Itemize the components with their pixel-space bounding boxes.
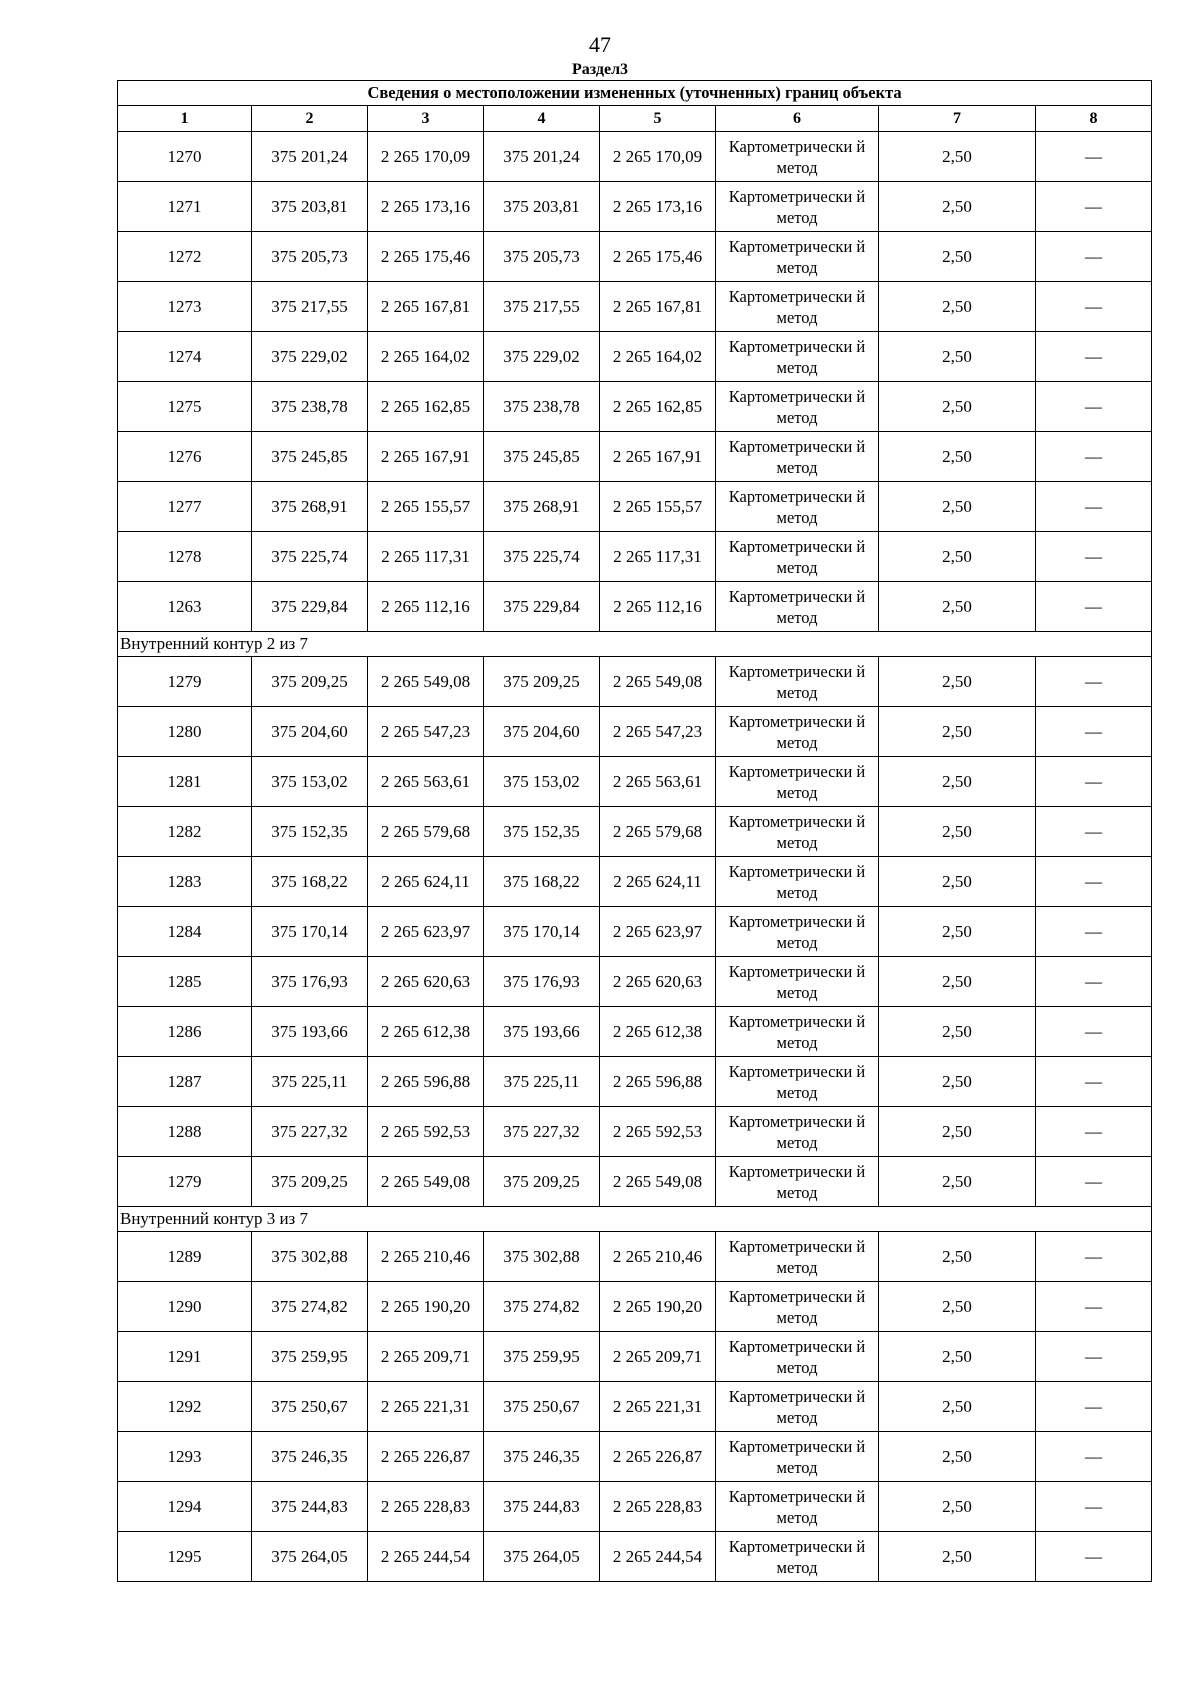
point-number-cell: 1288 xyxy=(118,1107,252,1157)
y-new-cell: 2 265 162,85 xyxy=(600,382,716,432)
table-row xyxy=(118,657,1152,707)
y-old-cell: 2 265 592,53 xyxy=(368,1107,484,1157)
method-cell: Картометрически й метод xyxy=(716,232,879,282)
point-number-cell: 1278 xyxy=(118,532,252,582)
table-caption-row xyxy=(118,81,1152,106)
method-cell: Картометрически й метод xyxy=(716,1532,879,1582)
x-new-cell: 375 217,55 xyxy=(484,282,600,332)
note-cell: — xyxy=(1036,1107,1152,1157)
table-row xyxy=(118,232,1152,282)
x-new-cell: 375 227,32 xyxy=(484,1107,600,1157)
table-row xyxy=(118,182,1152,232)
contour-group-row xyxy=(118,632,1152,657)
table-row xyxy=(118,757,1152,807)
table-row xyxy=(118,532,1152,582)
table-row xyxy=(118,857,1152,907)
x-new-cell: 375 229,02 xyxy=(484,332,600,382)
y-new-cell: 2 265 596,88 xyxy=(600,1057,716,1107)
column-number: 2 xyxy=(252,106,368,132)
point-number-cell: 1290 xyxy=(118,1282,252,1332)
accuracy-cell: 2,50 xyxy=(879,1532,1036,1582)
x-new-cell: 375 238,78 xyxy=(484,382,600,432)
method-cell: Картометрически й метод xyxy=(716,582,879,632)
table-body xyxy=(118,81,1152,1582)
y-new-cell: 2 265 173,16 xyxy=(600,182,716,232)
note-cell: — xyxy=(1036,1232,1152,1282)
accuracy-cell: 2,50 xyxy=(879,1382,1036,1432)
method-cell: Картометрически й метод xyxy=(716,907,879,957)
x-new-cell: 375 153,02 xyxy=(484,757,600,807)
note-cell: — xyxy=(1036,957,1152,1007)
x-old-cell: 375 246,35 xyxy=(252,1432,368,1482)
column-number: 8 xyxy=(1036,106,1152,132)
x-old-cell: 375 227,32 xyxy=(252,1107,368,1157)
point-number-cell: 1273 xyxy=(118,282,252,332)
accuracy-cell: 2,50 xyxy=(879,1332,1036,1382)
x-old-cell: 375 245,85 xyxy=(252,432,368,482)
y-old-cell: 2 265 612,38 xyxy=(368,1007,484,1057)
x-new-cell: 375 274,82 xyxy=(484,1282,600,1332)
accuracy-cell: 2,50 xyxy=(879,657,1036,707)
y-new-cell: 2 265 244,54 xyxy=(600,1532,716,1582)
x-old-cell: 375 268,91 xyxy=(252,482,368,532)
table-row xyxy=(118,1382,1152,1432)
method-cell: Картометрически й метод xyxy=(716,707,879,757)
x-new-cell: 375 225,11 xyxy=(484,1057,600,1107)
y-old-cell: 2 265 112,16 xyxy=(368,582,484,632)
y-new-cell: 2 265 112,16 xyxy=(600,582,716,632)
y-old-cell: 2 265 549,08 xyxy=(368,1157,484,1207)
accuracy-cell: 2,50 xyxy=(879,807,1036,857)
point-number-cell: 1272 xyxy=(118,232,252,282)
x-old-cell: 375 302,88 xyxy=(252,1232,368,1282)
note-cell: — xyxy=(1036,1382,1152,1432)
note-cell: — xyxy=(1036,232,1152,282)
contour-label: Внутренний контур 3 из 7 xyxy=(118,1207,1152,1232)
x-new-cell: 375 302,88 xyxy=(484,1232,600,1282)
y-old-cell: 2 265 117,31 xyxy=(368,532,484,582)
method-cell: Картометрически й метод xyxy=(716,1432,879,1482)
x-new-cell: 375 259,95 xyxy=(484,1332,600,1382)
x-old-cell: 375 274,82 xyxy=(252,1282,368,1332)
y-old-cell: 2 265 549,08 xyxy=(368,657,484,707)
table-row xyxy=(118,1007,1152,1057)
table-row xyxy=(118,707,1152,757)
accuracy-cell: 2,50 xyxy=(879,482,1036,532)
method-cell: Картометрически й метод xyxy=(716,432,879,482)
x-old-cell: 375 229,84 xyxy=(252,582,368,632)
note-cell: — xyxy=(1036,532,1152,582)
accuracy-cell: 2,50 xyxy=(879,232,1036,282)
method-cell: Картометрически й метод xyxy=(716,1057,879,1107)
point-number-cell: 1289 xyxy=(118,1232,252,1282)
table-row xyxy=(118,807,1152,857)
accuracy-cell: 2,50 xyxy=(879,707,1036,757)
method-cell: Картометрически й метод xyxy=(716,182,879,232)
x-old-cell: 375 204,60 xyxy=(252,707,368,757)
table-row xyxy=(118,957,1152,1007)
y-old-cell: 2 265 563,61 xyxy=(368,757,484,807)
note-cell: — xyxy=(1036,432,1152,482)
note-cell: — xyxy=(1036,582,1152,632)
note-cell: — xyxy=(1036,857,1152,907)
column-number: 7 xyxy=(879,106,1036,132)
y-new-cell: 2 265 549,08 xyxy=(600,657,716,707)
y-old-cell: 2 265 167,81 xyxy=(368,282,484,332)
note-cell: — xyxy=(1036,382,1152,432)
y-new-cell: 2 265 209,71 xyxy=(600,1332,716,1382)
point-number-cell: 1295 xyxy=(118,1532,252,1582)
note-cell: — xyxy=(1036,1007,1152,1057)
x-old-cell: 375 225,11 xyxy=(252,1057,368,1107)
y-new-cell: 2 265 175,46 xyxy=(600,232,716,282)
note-cell: — xyxy=(1036,1282,1152,1332)
x-new-cell: 375 204,60 xyxy=(484,707,600,757)
column-number: 4 xyxy=(484,106,600,132)
note-cell: — xyxy=(1036,482,1152,532)
y-new-cell: 2 265 167,91 xyxy=(600,432,716,482)
y-old-cell: 2 265 175,46 xyxy=(368,232,484,282)
point-number-cell: 1270 xyxy=(118,132,252,182)
point-number-cell: 1281 xyxy=(118,757,252,807)
table-row xyxy=(118,1532,1152,1582)
y-new-cell: 2 265 549,08 xyxy=(600,1157,716,1207)
x-new-cell: 375 176,93 xyxy=(484,957,600,1007)
point-number-cell: 1277 xyxy=(118,482,252,532)
accuracy-cell: 2,50 xyxy=(879,907,1036,957)
x-new-cell: 375 170,14 xyxy=(484,907,600,957)
y-new-cell: 2 265 221,31 xyxy=(600,1382,716,1432)
column-number: 3 xyxy=(368,106,484,132)
table-row xyxy=(118,132,1152,182)
point-number-cell: 1275 xyxy=(118,382,252,432)
y-old-cell: 2 265 155,57 xyxy=(368,482,484,532)
x-new-cell: 375 264,05 xyxy=(484,1532,600,1582)
point-number-cell: 1287 xyxy=(118,1057,252,1107)
accuracy-cell: 2,50 xyxy=(879,1007,1036,1057)
method-cell: Картометрически й метод xyxy=(716,1482,879,1532)
point-number-cell: 1280 xyxy=(118,707,252,757)
x-new-cell: 375 201,24 xyxy=(484,132,600,182)
y-old-cell: 2 265 596,88 xyxy=(368,1057,484,1107)
accuracy-cell: 2,50 xyxy=(879,1432,1036,1482)
y-old-cell: 2 265 167,91 xyxy=(368,432,484,482)
note-cell: — xyxy=(1036,1157,1152,1207)
y-old-cell: 2 265 162,85 xyxy=(368,382,484,432)
point-number-cell: 1282 xyxy=(118,807,252,857)
table-row xyxy=(118,1157,1152,1207)
note-cell: — xyxy=(1036,757,1152,807)
x-old-cell: 375 153,02 xyxy=(252,757,368,807)
accuracy-cell: 2,50 xyxy=(879,582,1036,632)
accuracy-cell: 2,50 xyxy=(879,182,1036,232)
note-cell: — xyxy=(1036,807,1152,857)
y-old-cell: 2 265 623,97 xyxy=(368,907,484,957)
method-cell: Картометрически й метод xyxy=(716,1107,879,1157)
y-old-cell: 2 265 620,63 xyxy=(368,957,484,1007)
note-cell: — xyxy=(1036,332,1152,382)
note-cell: — xyxy=(1036,1532,1152,1582)
x-new-cell: 375 268,91 xyxy=(484,482,600,532)
method-cell: Картометрически й метод xyxy=(716,282,879,332)
y-old-cell: 2 265 210,46 xyxy=(368,1232,484,1282)
x-old-cell: 375 201,24 xyxy=(252,132,368,182)
point-number-cell: 1293 xyxy=(118,1432,252,1482)
method-cell: Картометрически й метод xyxy=(716,807,879,857)
method-cell: Картометрически й метод xyxy=(716,332,879,382)
accuracy-cell: 2,50 xyxy=(879,857,1036,907)
y-new-cell: 2 265 210,46 xyxy=(600,1232,716,1282)
column-number: 5 xyxy=(600,106,716,132)
x-old-cell: 375 203,81 xyxy=(252,182,368,232)
y-new-cell: 2 265 117,31 xyxy=(600,532,716,582)
y-new-cell: 2 265 190,20 xyxy=(600,1282,716,1332)
y-new-cell: 2 265 547,23 xyxy=(600,707,716,757)
x-old-cell: 375 193,66 xyxy=(252,1007,368,1057)
x-old-cell: 375 244,83 xyxy=(252,1482,368,1532)
coordinates-table xyxy=(117,80,1152,1582)
y-old-cell: 2 265 221,31 xyxy=(368,1382,484,1432)
y-old-cell: 2 265 579,68 xyxy=(368,807,484,857)
method-cell: Картометрически й метод xyxy=(716,482,879,532)
x-old-cell: 375 209,25 xyxy=(252,657,368,707)
y-old-cell: 2 265 226,87 xyxy=(368,1432,484,1482)
x-new-cell: 375 209,25 xyxy=(484,1157,600,1207)
table-row xyxy=(118,382,1152,432)
x-new-cell: 375 203,81 xyxy=(484,182,600,232)
method-cell: Картометрически й метод xyxy=(716,1007,879,1057)
table-row xyxy=(118,1232,1152,1282)
table-row xyxy=(118,1107,1152,1157)
accuracy-cell: 2,50 xyxy=(879,1157,1036,1207)
section-title: Раздел3 xyxy=(571,61,629,78)
x-old-cell: 375 170,14 xyxy=(252,907,368,957)
x-old-cell: 375 205,73 xyxy=(252,232,368,282)
method-cell: Картометрически й метод xyxy=(716,657,879,707)
point-number-cell: 1276 xyxy=(118,432,252,482)
y-old-cell: 2 265 170,09 xyxy=(368,132,484,182)
x-old-cell: 375 250,67 xyxy=(252,1382,368,1432)
point-number-cell: 1286 xyxy=(118,1007,252,1057)
x-new-cell: 375 246,35 xyxy=(484,1432,600,1482)
y-new-cell: 2 265 612,38 xyxy=(600,1007,716,1057)
table-row xyxy=(118,582,1152,632)
y-old-cell: 2 265 173,16 xyxy=(368,182,484,232)
point-number-cell: 1263 xyxy=(118,582,252,632)
y-new-cell: 2 265 228,83 xyxy=(600,1482,716,1532)
table-row xyxy=(118,1432,1152,1482)
point-number-cell: 1283 xyxy=(118,857,252,907)
x-old-cell: 375 238,78 xyxy=(252,382,368,432)
x-old-cell: 375 217,55 xyxy=(252,282,368,332)
y-old-cell: 2 265 244,54 xyxy=(368,1532,484,1582)
x-old-cell: 375 176,93 xyxy=(252,957,368,1007)
y-new-cell: 2 265 579,68 xyxy=(600,807,716,857)
page-number: 47 xyxy=(589,32,611,57)
x-new-cell: 375 250,67 xyxy=(484,1382,600,1432)
y-new-cell: 2 265 592,53 xyxy=(600,1107,716,1157)
method-cell: Картометрически й метод xyxy=(716,532,879,582)
accuracy-cell: 2,50 xyxy=(879,957,1036,1007)
contour-label: Внутренний контур 2 из 7 xyxy=(118,632,1152,657)
y-new-cell: 2 265 155,57 xyxy=(600,482,716,532)
point-number-cell: 1292 xyxy=(118,1382,252,1432)
accuracy-cell: 2,50 xyxy=(879,332,1036,382)
point-number-cell: 1284 xyxy=(118,907,252,957)
y-old-cell: 2 265 624,11 xyxy=(368,857,484,907)
table-row xyxy=(118,1057,1152,1107)
x-new-cell: 375 225,74 xyxy=(484,532,600,582)
y-new-cell: 2 265 624,11 xyxy=(600,857,716,907)
note-cell: — xyxy=(1036,132,1152,182)
method-cell: Картометрически й метод xyxy=(716,1282,879,1332)
accuracy-cell: 2,50 xyxy=(879,532,1036,582)
x-old-cell: 375 264,05 xyxy=(252,1532,368,1582)
y-old-cell: 2 265 228,83 xyxy=(368,1482,484,1532)
y-new-cell: 2 265 164,02 xyxy=(600,332,716,382)
method-cell: Картометрически й метод xyxy=(716,957,879,1007)
method-cell: Картометрически й метод xyxy=(716,757,879,807)
y-new-cell: 2 265 170,09 xyxy=(600,132,716,182)
x-old-cell: 375 152,35 xyxy=(252,807,368,857)
y-old-cell: 2 265 547,23 xyxy=(368,707,484,757)
point-number-cell: 1279 xyxy=(118,1157,252,1207)
point-number-cell: 1294 xyxy=(118,1482,252,1532)
table-row xyxy=(118,432,1152,482)
column-number: 1 xyxy=(118,106,252,132)
x-new-cell: 375 168,22 xyxy=(484,857,600,907)
accuracy-cell: 2,50 xyxy=(879,1107,1036,1157)
table-row xyxy=(118,1482,1152,1532)
point-number-cell: 1279 xyxy=(118,657,252,707)
accuracy-cell: 2,50 xyxy=(879,132,1036,182)
point-number-cell: 1285 xyxy=(118,957,252,1007)
accuracy-cell: 2,50 xyxy=(879,1282,1036,1332)
method-cell: Картометрически й метод xyxy=(716,1157,879,1207)
y-old-cell: 2 265 209,71 xyxy=(368,1332,484,1382)
x-old-cell: 375 225,74 xyxy=(252,532,368,582)
method-cell: Картометрически й метод xyxy=(716,1232,879,1282)
table-row xyxy=(118,1332,1152,1382)
method-cell: Картометрически й метод xyxy=(716,132,879,182)
column-number: 6 xyxy=(716,106,879,132)
note-cell: — xyxy=(1036,182,1152,232)
table-row xyxy=(118,1282,1152,1332)
y-new-cell: 2 265 623,97 xyxy=(600,907,716,957)
method-cell: Картометрически й метод xyxy=(716,857,879,907)
accuracy-cell: 2,50 xyxy=(879,432,1036,482)
x-old-cell: 375 168,22 xyxy=(252,857,368,907)
note-cell: — xyxy=(1036,282,1152,332)
accuracy-cell: 2,50 xyxy=(879,1482,1036,1532)
x-old-cell: 375 229,02 xyxy=(252,332,368,382)
note-cell: — xyxy=(1036,907,1152,957)
method-cell: Картометрически й метод xyxy=(716,1332,879,1382)
x-new-cell: 375 244,83 xyxy=(484,1482,600,1532)
y-new-cell: 2 265 620,63 xyxy=(600,957,716,1007)
accuracy-cell: 2,50 xyxy=(879,382,1036,432)
x-new-cell: 375 229,84 xyxy=(484,582,600,632)
table-caption: Сведения о местоположении измененных (уточненных) границ объекта xyxy=(118,81,1152,106)
x-old-cell: 375 209,25 xyxy=(252,1157,368,1207)
table-row xyxy=(118,907,1152,957)
y-old-cell: 2 265 190,20 xyxy=(368,1282,484,1332)
x-new-cell: 375 205,73 xyxy=(484,232,600,282)
point-number-cell: 1271 xyxy=(118,182,252,232)
point-number-cell: 1291 xyxy=(118,1332,252,1382)
point-number-cell: 1274 xyxy=(118,332,252,382)
y-new-cell: 2 265 563,61 xyxy=(600,757,716,807)
column-number-row xyxy=(118,106,1152,132)
method-cell: Картометрически й метод xyxy=(716,382,879,432)
y-new-cell: 2 265 226,87 xyxy=(600,1432,716,1482)
note-cell: — xyxy=(1036,1482,1152,1532)
note-cell: — xyxy=(1036,707,1152,757)
y-old-cell: 2 265 164,02 xyxy=(368,332,484,382)
x-new-cell: 375 193,66 xyxy=(484,1007,600,1057)
table-row xyxy=(118,282,1152,332)
x-old-cell: 375 259,95 xyxy=(252,1332,368,1382)
note-cell: — xyxy=(1036,1332,1152,1382)
x-new-cell: 375 209,25 xyxy=(484,657,600,707)
method-cell: Картометрически й метод xyxy=(716,1382,879,1432)
note-cell: — xyxy=(1036,657,1152,707)
x-new-cell: 375 152,35 xyxy=(484,807,600,857)
accuracy-cell: 2,50 xyxy=(879,757,1036,807)
accuracy-cell: 2,50 xyxy=(879,1232,1036,1282)
y-new-cell: 2 265 167,81 xyxy=(600,282,716,332)
contour-group-row xyxy=(118,1207,1152,1232)
table-row xyxy=(118,482,1152,532)
accuracy-cell: 2,50 xyxy=(879,1057,1036,1107)
x-new-cell: 375 245,85 xyxy=(484,432,600,482)
note-cell: — xyxy=(1036,1432,1152,1482)
table-row xyxy=(118,332,1152,382)
accuracy-cell: 2,50 xyxy=(879,282,1036,332)
note-cell: — xyxy=(1036,1057,1152,1107)
